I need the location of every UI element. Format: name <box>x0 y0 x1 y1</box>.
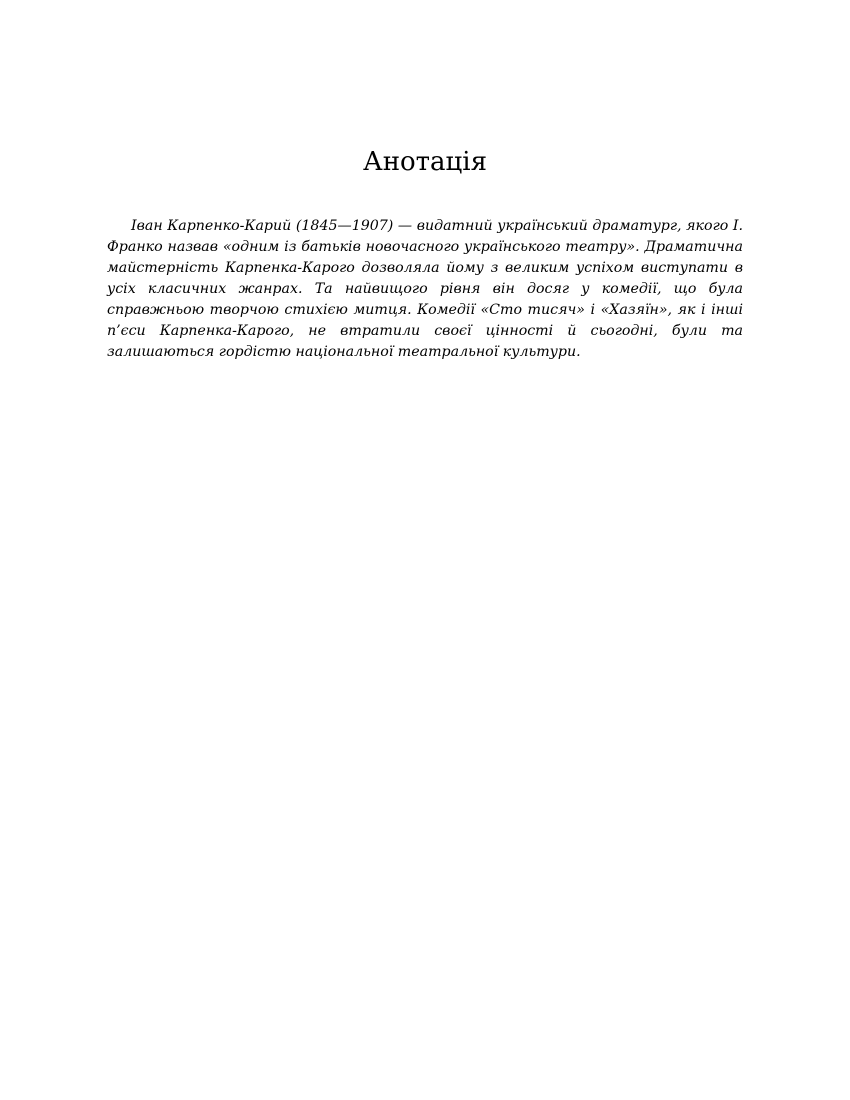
annotation-paragraph: Іван Карпенко-Карий (1845—1907) — видатний український драматург, якого І. Франко назвав «одним із батьків новочасного українського театру». Драматична майстерність Карпенка-Карого дозволяла йому з великим успіхом виступати в усіх класичних жанрах. Та найвищого рівня він досяг у комедії, що була справжньою творчою стихією митця. Комедії «Сто тисяч» і «Хазяїн», як і інші п’єси Карпенка-Карого, не втратили своєї цінності й сьогодні, були та залишаються гордістю національної театральної культури. <box>107 218 743 360</box>
page-title: Анотація <box>363 147 487 177</box>
